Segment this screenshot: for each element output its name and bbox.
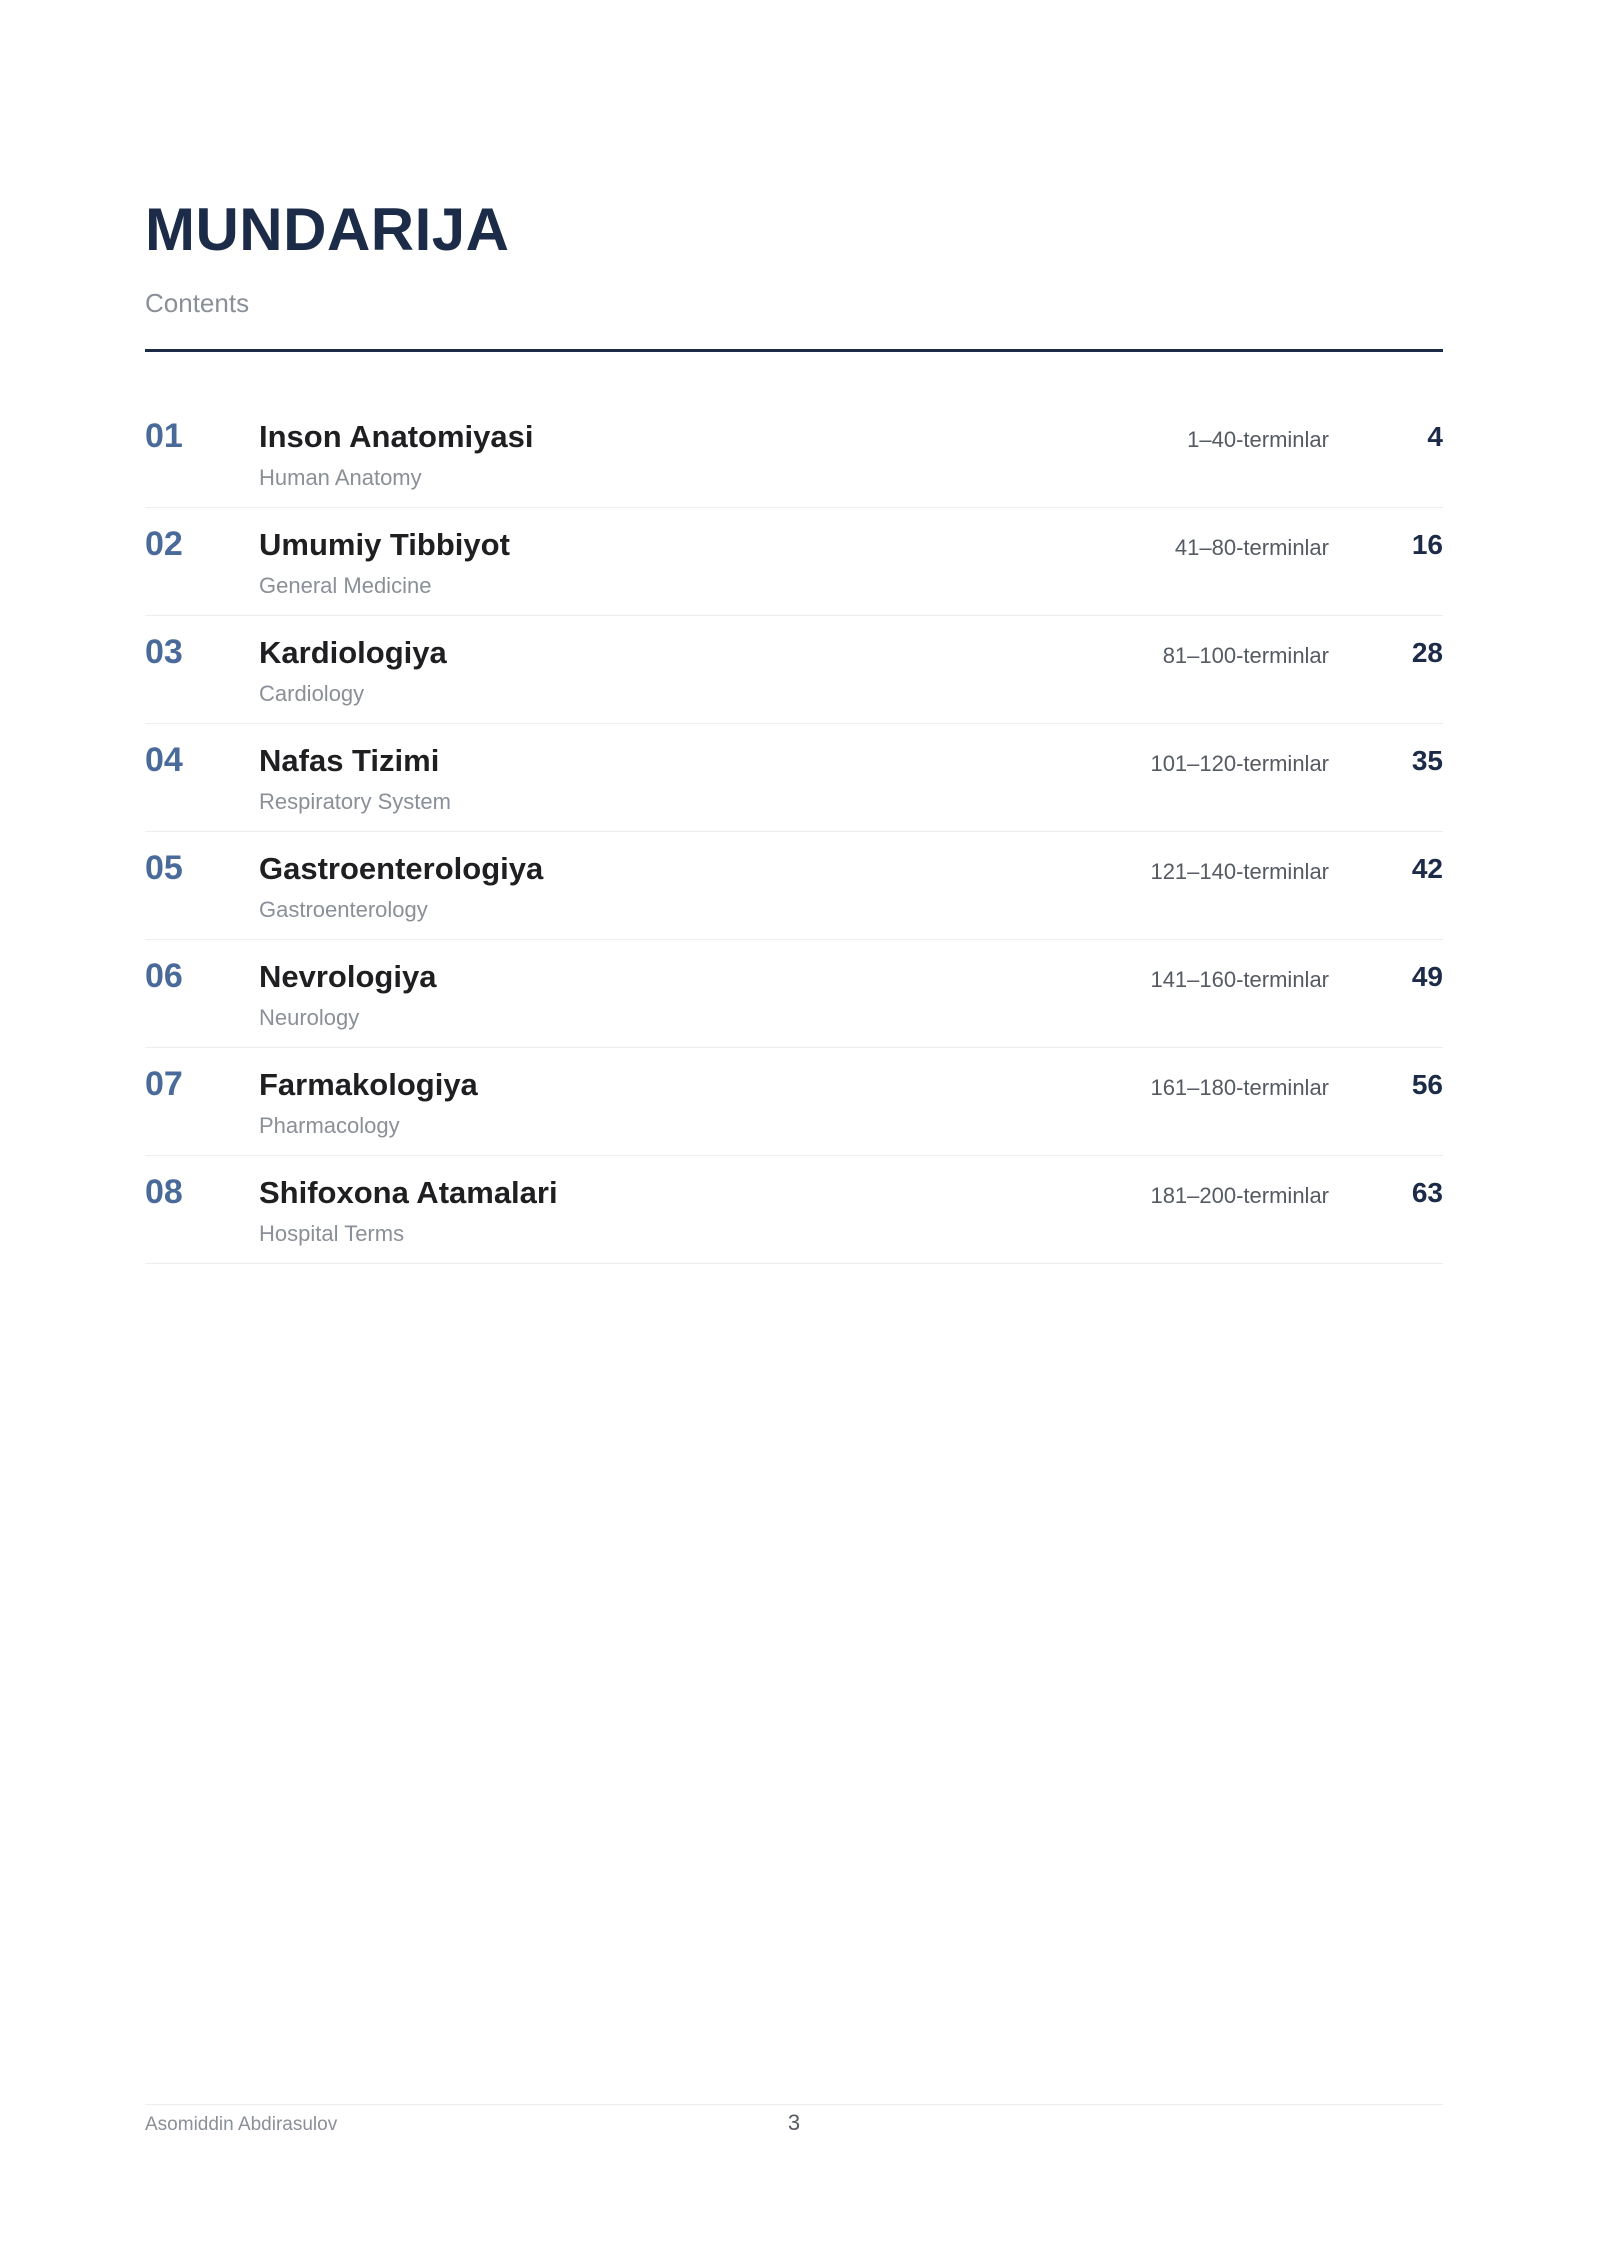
toc-entry-title: Inson Anatomiyasi xyxy=(259,419,534,454)
toc-entry-subtitle: Cardiology xyxy=(259,681,365,706)
toc-entry-page: 56 xyxy=(1411,1069,1443,1100)
toc-entry-title: Umumiy Tibbiyot xyxy=(259,527,510,562)
table-of-contents xyxy=(145,400,1443,1264)
toc-entry[interactable] xyxy=(145,400,1443,508)
toc-entry-range: 81–100-terminlar xyxy=(1162,643,1329,668)
toc-entry-range: 101–120-terminlar xyxy=(1150,751,1329,776)
toc-entry-page: 49 xyxy=(1411,961,1443,992)
page-subtitle: Contents xyxy=(145,288,250,318)
toc-entry-subtitle: Pharmacology xyxy=(259,1113,400,1138)
toc-entry[interactable] xyxy=(145,1048,1443,1156)
toc-entry-number: 04 xyxy=(145,741,183,779)
toc-entry-range: 1–40-terminlar xyxy=(1187,427,1329,452)
toc-entry-title: Farmakologiya xyxy=(259,1067,478,1102)
toc-entry-subtitle: General Medicine xyxy=(259,573,432,598)
toc-entry[interactable] xyxy=(145,508,1443,616)
toc-entry-number: 05 xyxy=(145,849,183,887)
toc-entry-page: 42 xyxy=(1411,853,1443,884)
toc-entry-range: 121–140-terminlar xyxy=(1150,859,1329,884)
toc-entry[interactable] xyxy=(145,940,1443,1048)
toc-entry-number: 08 xyxy=(145,1173,183,1211)
toc-entry-range: 161–180-terminlar xyxy=(1150,1075,1329,1100)
toc-entry-page: 16 xyxy=(1411,529,1443,560)
toc-entry-number: 06 xyxy=(145,957,183,995)
toc-entry-title: Nafas Tizimi xyxy=(259,743,440,778)
footer-divider xyxy=(145,2104,1443,2105)
toc-entry-subtitle: Respiratory System xyxy=(259,789,451,814)
toc-entry-number: 03 xyxy=(145,633,183,671)
toc-entry-page: 63 xyxy=(1411,1177,1443,1208)
toc-entry[interactable] xyxy=(145,832,1443,940)
page-title: MUNDARIJA xyxy=(145,196,510,263)
toc-entry-title: Nevrologiya xyxy=(259,959,437,994)
toc-entry-number: 02 xyxy=(145,525,183,563)
toc-entry[interactable] xyxy=(145,616,1443,724)
title-divider xyxy=(145,349,1443,352)
toc-entry-subtitle: Neurology xyxy=(259,1005,360,1030)
toc-entry-subtitle: Human Anatomy xyxy=(259,465,422,490)
toc-entry-subtitle: Gastroenterology xyxy=(259,897,428,922)
toc-entry-range: 181–200-terminlar xyxy=(1150,1183,1329,1208)
toc-entry-number: 07 xyxy=(145,1065,183,1103)
footer-page-number: 3 xyxy=(787,2110,801,2135)
toc-entry-page: 28 xyxy=(1411,637,1443,668)
footer-author: Asomiddin Abdirasulov xyxy=(145,2114,338,2135)
toc-entry-number: 01 xyxy=(145,417,183,455)
toc-entry-page: 35 xyxy=(1411,745,1443,776)
toc-entry-range: 141–160-terminlar xyxy=(1150,967,1329,992)
toc-entry[interactable] xyxy=(145,724,1443,832)
toc-entry-title: Kardiologiya xyxy=(259,635,447,670)
toc-entry-title: Gastroenterologiya xyxy=(259,851,544,886)
toc-entry-range: 41–80-terminlar xyxy=(1174,535,1329,560)
toc-entry[interactable] xyxy=(145,1156,1443,1264)
toc-entry-page: 4 xyxy=(1427,421,1443,452)
toc-entry-subtitle: Hospital Terms xyxy=(259,1221,405,1246)
toc-entry-title: Shifoxona Atamalari xyxy=(259,1175,558,1210)
